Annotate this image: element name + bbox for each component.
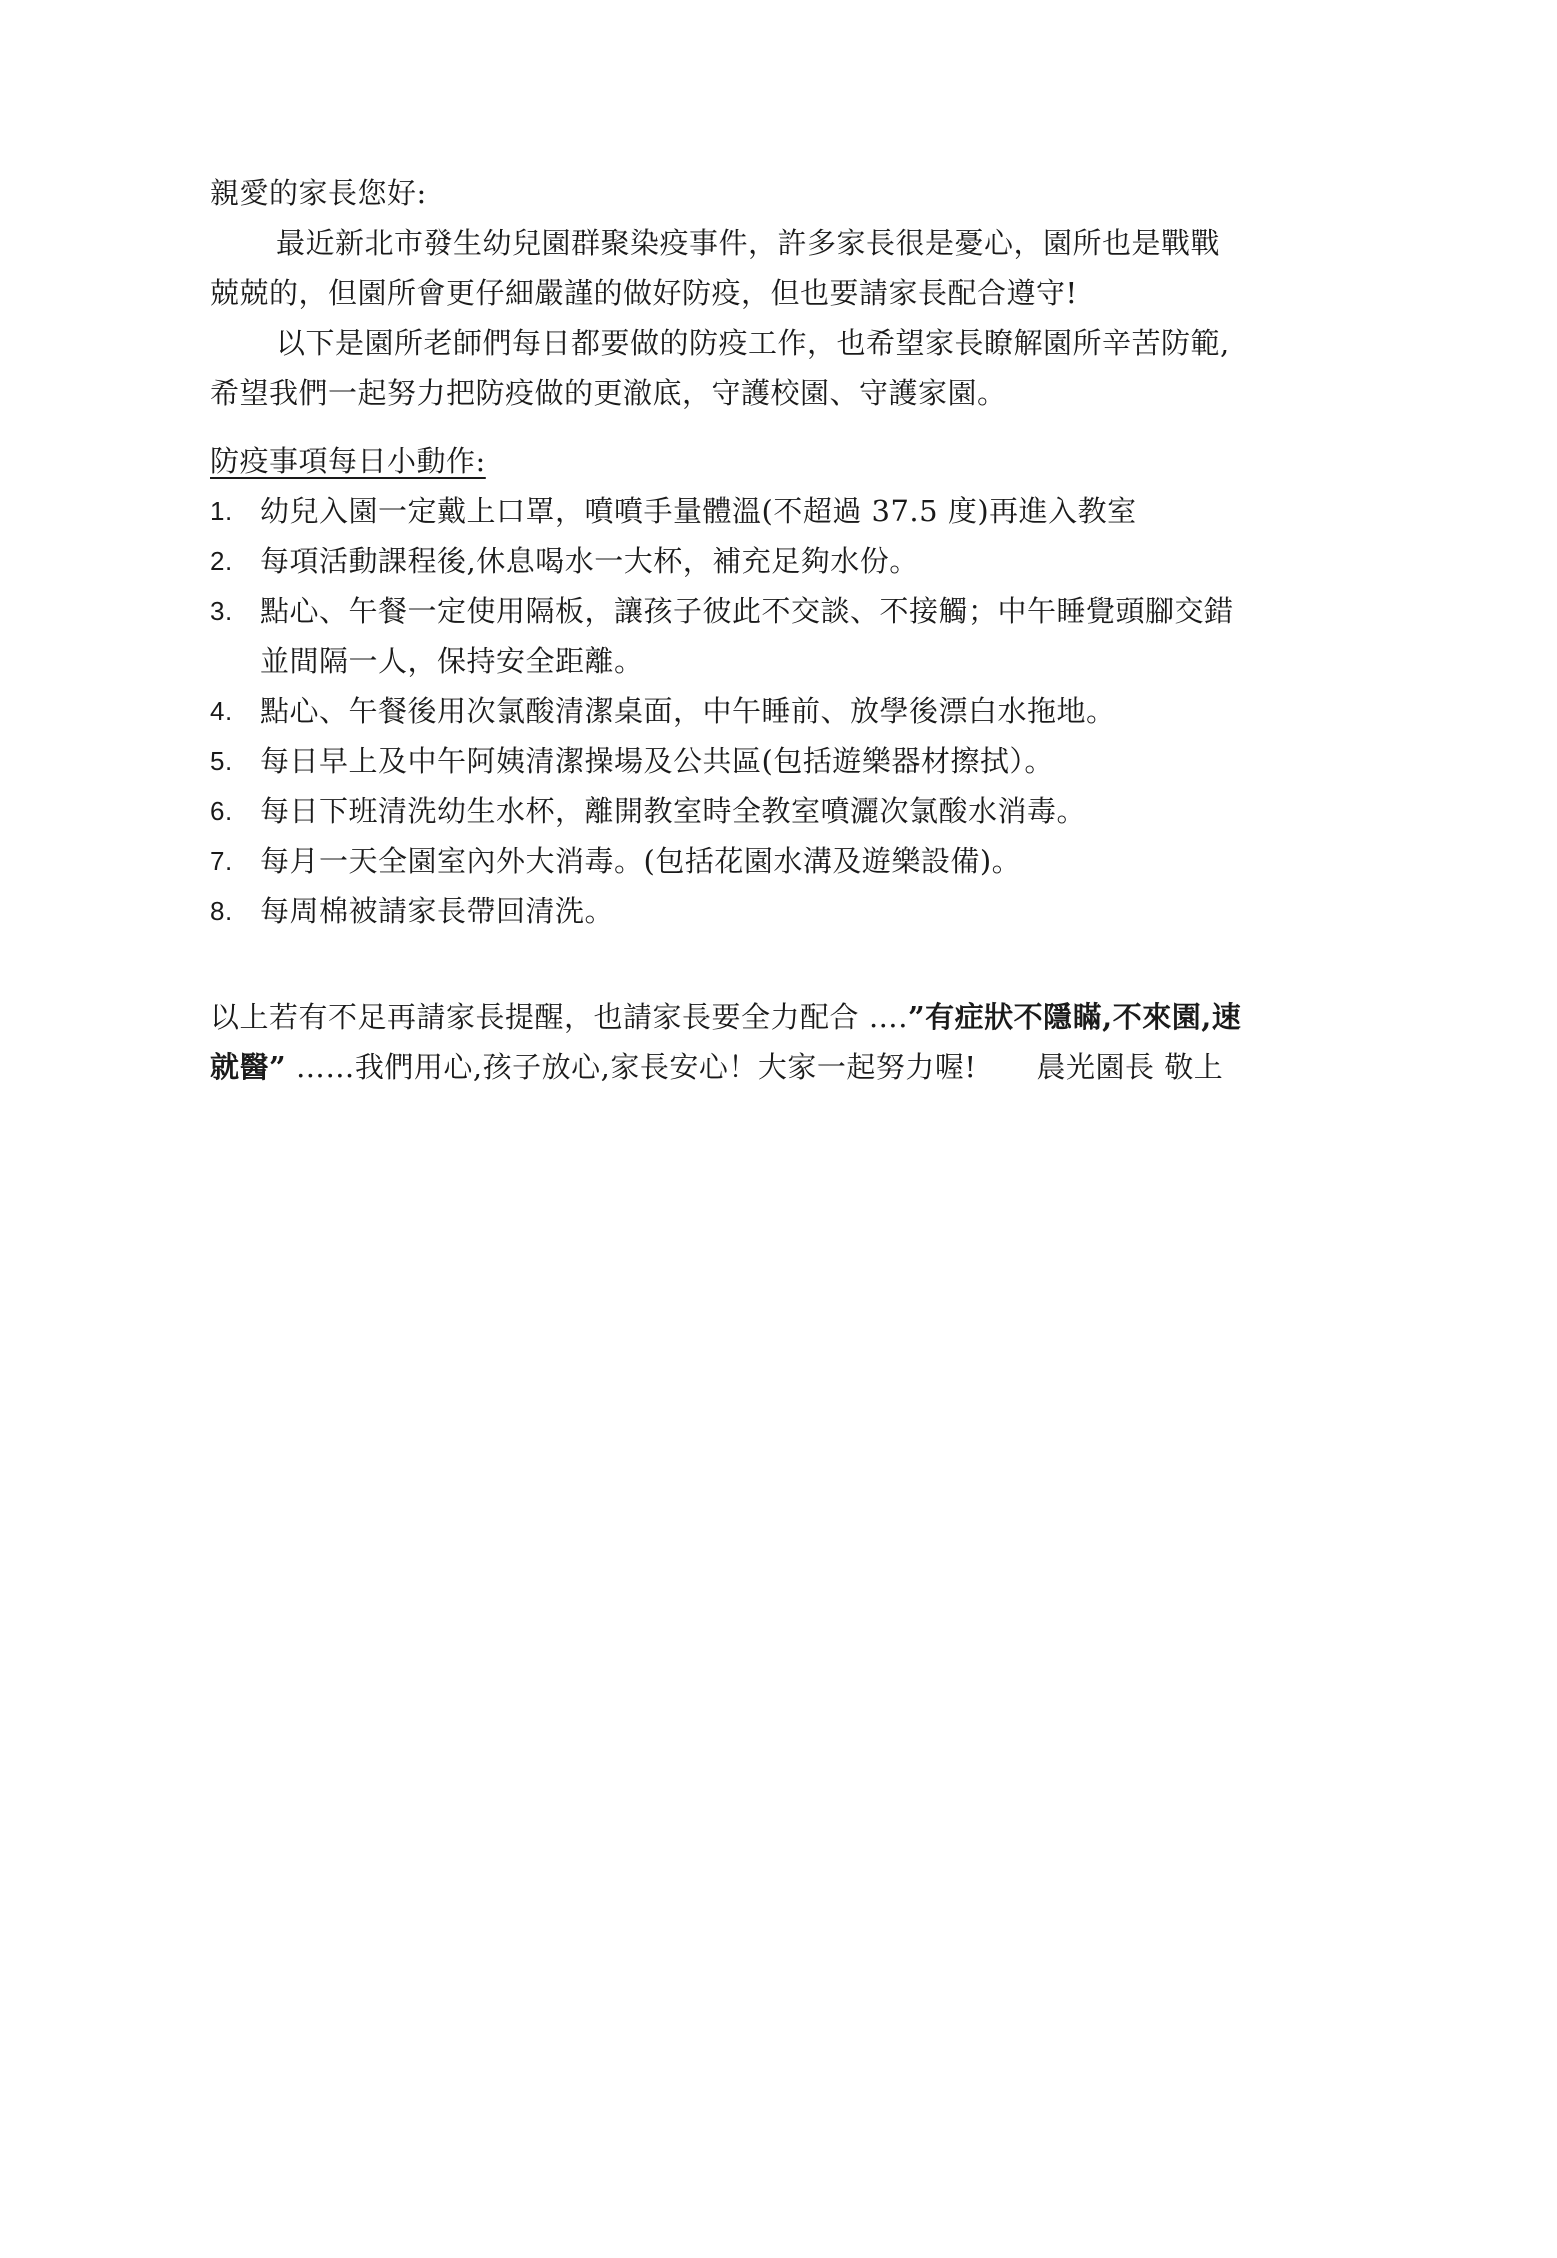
paragraph-1-line-1: 最近新北市發生幼兒園群聚染疫事件，許多家長很是憂心，園所也是戰戰 — [276, 226, 1221, 260]
list-number: 7. — [210, 846, 233, 876]
list-text: 每周棉被請家長帶回清洗。 — [260, 894, 615, 928]
list-text: 點心、午餐一定使用隔板，讓孩子彼此不交談、不接觸；中午睡覺頭腳交錯 — [260, 594, 1234, 628]
paragraph-1-line-2: 兢兢的，但園所會更仔細嚴謹的做好防疫，但也要請家長配合遵守! — [210, 276, 1078, 310]
signature: 晨光園長 敬上 — [1036, 1050, 1224, 1084]
list-number: 2. — [210, 546, 233, 576]
list-text: 點心、午餐後用次氯酸清潔桌面，中午睡前、放學後漂白水拖地。 — [260, 694, 1116, 728]
paragraph-2-line-2: 希望我們一起努力把防疫做的更澈底，守護校園、守護家園。 — [210, 376, 1007, 410]
closing-text: 以上若有不足再請家長提醒，也請家長要全力配合 …. — [210, 1000, 908, 1034]
list-item — [210, 786, 1360, 836]
section-heading: 防疫事項每日小動作: — [210, 444, 486, 478]
spacer — [210, 418, 1360, 436]
closing-line-2 — [210, 1042, 1360, 1092]
list-item — [210, 886, 1360, 936]
greeting: 親愛的家長您好: — [210, 176, 427, 210]
list-text: 每月一天全園室內外大消毒。(包括花園水溝及遊樂設備)。 — [260, 844, 1022, 878]
closing-line-1 — [210, 992, 1360, 1042]
closing-emphasis: 就醫” — [210, 1050, 287, 1084]
list-item — [210, 836, 1360, 886]
closing-emphasis: ”有症狀不隱瞞,不來園,速 — [907, 1000, 1242, 1034]
list-text: 每日早上及中午阿姨清潔操場及公共區(包括遊樂器材擦拭）。 — [260, 744, 1054, 778]
list-number: 4. — [210, 696, 233, 726]
list-text: 幼兒入園一定戴上口罩，噴噴手量體溫(不超過 37.5 度)再進入教室 — [260, 494, 1137, 528]
list-number: 3. — [210, 596, 233, 626]
measures-list — [210, 486, 1360, 936]
spacer — [210, 936, 1360, 992]
list-item — [210, 686, 1360, 736]
letter-body — [210, 168, 1360, 1092]
list-number: 6. — [210, 796, 233, 826]
list-item — [210, 586, 1360, 636]
list-item — [210, 486, 1360, 536]
list-item — [210, 536, 1360, 586]
list-number: 1. — [210, 496, 233, 526]
closing-text: ……我們用心,孩子放心,家長安心！大家一起努力喔! — [286, 1050, 977, 1084]
list-text-continuation: 並間隔一人，保持安全距離。 — [260, 644, 644, 678]
list-number: 5. — [210, 746, 233, 776]
list-number: 8. — [210, 896, 233, 926]
list-text: 每日下班清洗幼生水杯，離開教室時全教室噴灑次氯酸水消毒。 — [260, 794, 1087, 828]
list-text: 每項活動課程後,休息喝水一大杯，補充足夠水份。 — [260, 544, 919, 578]
paragraph-2-line-1: 以下是園所老師們每日都要做的防疫工作，也希望家長瞭解園所辛苦防範, — [276, 326, 1230, 360]
list-item — [210, 736, 1360, 786]
